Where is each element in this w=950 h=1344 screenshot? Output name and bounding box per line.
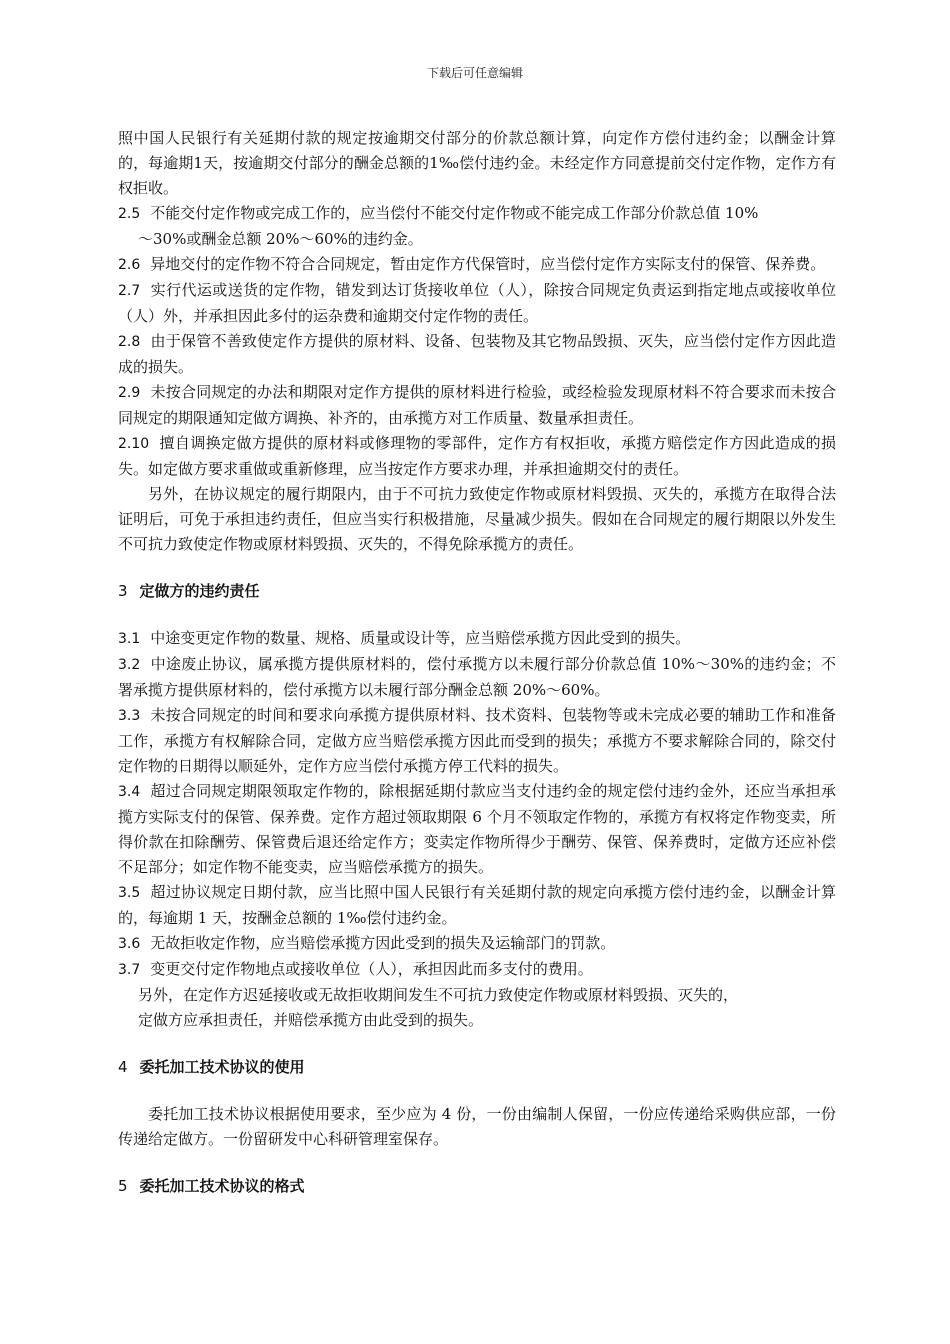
clause-2-10 bbox=[118, 431, 836, 482]
section-4-paragraph: 委托加工技术协议根据使用要求，至少应为 4 份，一份由编制人保留，一份应传递给采购供应部，一份传递给定做方。一份留研发中心科研管理室保存。 bbox=[118, 1105, 836, 1148]
document-body bbox=[118, 126, 836, 1199]
clause-3-2 bbox=[118, 652, 836, 703]
clause-number: 3.7 bbox=[118, 962, 141, 978]
clause-text: 中途废止协议，属承揽方提供原材料的，偿付承揽方以未履行部分价款总值 10%～30%的违约金；不署承揽方提供原材料的，偿付承揽方以未履行部分酬金总额 20%～60%。 bbox=[118, 655, 836, 699]
clause-text: 未按合同规定的办法和期限对定作方提供的原材料进行检验，或经检验发现原材料不符合要求而未按合同规定的期限通知定做方调换、补齐的，由承揽方对工作质量、数量承担责任。 bbox=[118, 383, 836, 427]
clause-text: 无故拒收定作物，应当赔偿承揽方因此受到的损失及运输部门的罚款。 bbox=[150, 934, 616, 952]
section-3-clauses bbox=[118, 626, 836, 1033]
clause-number: 2.10 bbox=[118, 436, 150, 452]
clause-number: 3.1 bbox=[118, 631, 141, 647]
section-number: 4 bbox=[118, 1058, 128, 1076]
clause-text: 中途变更定作物的数量、规格、质量或设计等，应当赔偿承揽方因此受到的损失。 bbox=[150, 629, 691, 647]
intro-paragraph: 照中国人民银行有关延期付款的规定按逾期交付部分的价款总额计算，向定作方偿付违约金；以酬金计算的，每逾期1天，按逾期交付部分的酬金总额的1‰偿付违约金。未经定作方同意提前交付定作物，定作方有权拒收。 bbox=[118, 129, 836, 197]
section-title: 委托加工技术协议的使用 bbox=[139, 1058, 305, 1076]
clause-number: 2.8 bbox=[118, 334, 141, 350]
clause-number: 2.6 bbox=[118, 257, 141, 273]
section-number: 5 bbox=[118, 1177, 128, 1195]
clause-text: 变更交付定作物地点或接收单位（人），承担因此而多支付的费用。 bbox=[150, 960, 593, 978]
clause-number: 3.6 bbox=[118, 936, 141, 952]
section-2-note bbox=[118, 482, 836, 557]
section-5-heading bbox=[118, 1174, 836, 1199]
clause-text-continued: ～30%或酬金总额 20%～60%的违约金。 bbox=[138, 230, 423, 248]
clause-text: 擅自调换定做方提供的原材料或修理物的零部件，定作方有权拒收，承揽方赔偿定作方因此造成的损失。如定做方要求重做或重新修理，应当按定作方要求办理，并承担逾期交付的责任。 bbox=[118, 434, 836, 478]
clause-2-8 bbox=[118, 329, 836, 380]
section-4-heading bbox=[118, 1055, 836, 1080]
section-3-heading bbox=[118, 579, 836, 604]
clause-text: 实行代运或送货的定作物，错发到达订货接收单位（人），除按合同规定负责运到指定地点或接收单位（人）外，并承担因此多付的运杂费和逾期交付定作物的责任。 bbox=[118, 281, 836, 325]
clause-text: 由于保管不善致使定作方提供的原材料、设备、包装物及其它物品毁损、灭失，应当偿付定作方因此造成的损失。 bbox=[118, 332, 836, 376]
clause-3-5 bbox=[118, 880, 836, 931]
clause-number: 3.5 bbox=[118, 885, 141, 901]
clause-text: 超过协议规定日期付款，应当比照中国人民银行有关延期付款的规定向承揽方偿付违约金，以酬金计算的，每逾期 1 天，按酬金总额的 1‰偿付违约金。 bbox=[118, 883, 836, 927]
clause-number: 3.3 bbox=[118, 708, 141, 724]
clause-2-9 bbox=[118, 380, 836, 431]
clause-3-7 bbox=[118, 957, 836, 983]
section-number: 3 bbox=[118, 582, 128, 600]
section-title: 定做方的违约责任 bbox=[139, 582, 260, 600]
note-first-line: 另外，在协议规定的履行期限内，由于不可抗力致使定作物或原材料毁损、灭失的，承揽方 bbox=[148, 485, 760, 503]
page-header: 下载后可任意编辑 bbox=[426, 66, 523, 80]
note-second-line: 定做方应承担责任，并赔偿承揽方由此受到的损失。 bbox=[138, 1011, 484, 1029]
clause-number: 3.4 bbox=[118, 784, 141, 800]
note-first-line: 另外，在定作方迟延接收或无故拒收期间发生不可抗力致使定作物或原材料毁损、灭失的， bbox=[138, 986, 739, 1004]
clause-2-7 bbox=[118, 278, 836, 329]
clause-number: 3.2 bbox=[118, 657, 141, 673]
clause-text: 未按合同规定的时间和要求向承揽方提供原材料、技术资料、包装物等或未完成必要的辅助工作和准备工作，承揽方有权解除合同，定做方应当赔偿承揽方因此而受到的损失；承揽方不要求解除合同的，除交付定作物的日期得以顺延外，定作方应当偿付承揽方停工代料的损失。 bbox=[118, 706, 836, 775]
section-3-note bbox=[118, 983, 836, 1033]
section-title: 委托加工技术协议的格式 bbox=[139, 1177, 305, 1195]
clause-3-6 bbox=[118, 931, 836, 957]
clause-text: 异地交付的定作物不符合合同规定，暂由定作方代保管时，应当偿付定作方实际支付的保管、保养费。 bbox=[150, 255, 826, 273]
clause-3-4 bbox=[118, 779, 836, 880]
clause-2-6 bbox=[118, 252, 836, 278]
clause-number: 2.5 bbox=[118, 206, 141, 222]
clause-number: 2.9 bbox=[118, 385, 141, 401]
note-rest: 在取得合法证明后，可免于承担违约责任，但应当实行积极措施，尽量减少损失。假如在合同规定的履行期限以外发生不可抗力致使定作物或原材料毁损、灭失的，不得免除承揽方的责任。 bbox=[118, 485, 836, 553]
clause-number: 2.7 bbox=[118, 283, 141, 299]
clause-text: 不能交付定作物或完成工作的，应当偿付不能交付定作物或不能完成工作部分价款总值 10% bbox=[150, 204, 759, 222]
clause-text: 超过合同规定期限领取定作物的，除根据延期付款应当支付违约金的规定偿付违约金外，还应当承担承揽方实际支付的保管、保养费。定作方超过领取期限 6 个月不领取定作物的，承揽方有权将定作物变卖，所得价款在扣除酬劳、保管费后退还给定作方；变卖定作物所得少于酬劳、保管、保养费时，定做方还应补偿不足部分；如定作物不能变卖，应当赔偿承揽方的损失。 bbox=[118, 782, 836, 876]
clause-3-3 bbox=[118, 703, 836, 779]
clause-3-1 bbox=[118, 626, 836, 652]
clause-2-5 bbox=[118, 201, 836, 252]
